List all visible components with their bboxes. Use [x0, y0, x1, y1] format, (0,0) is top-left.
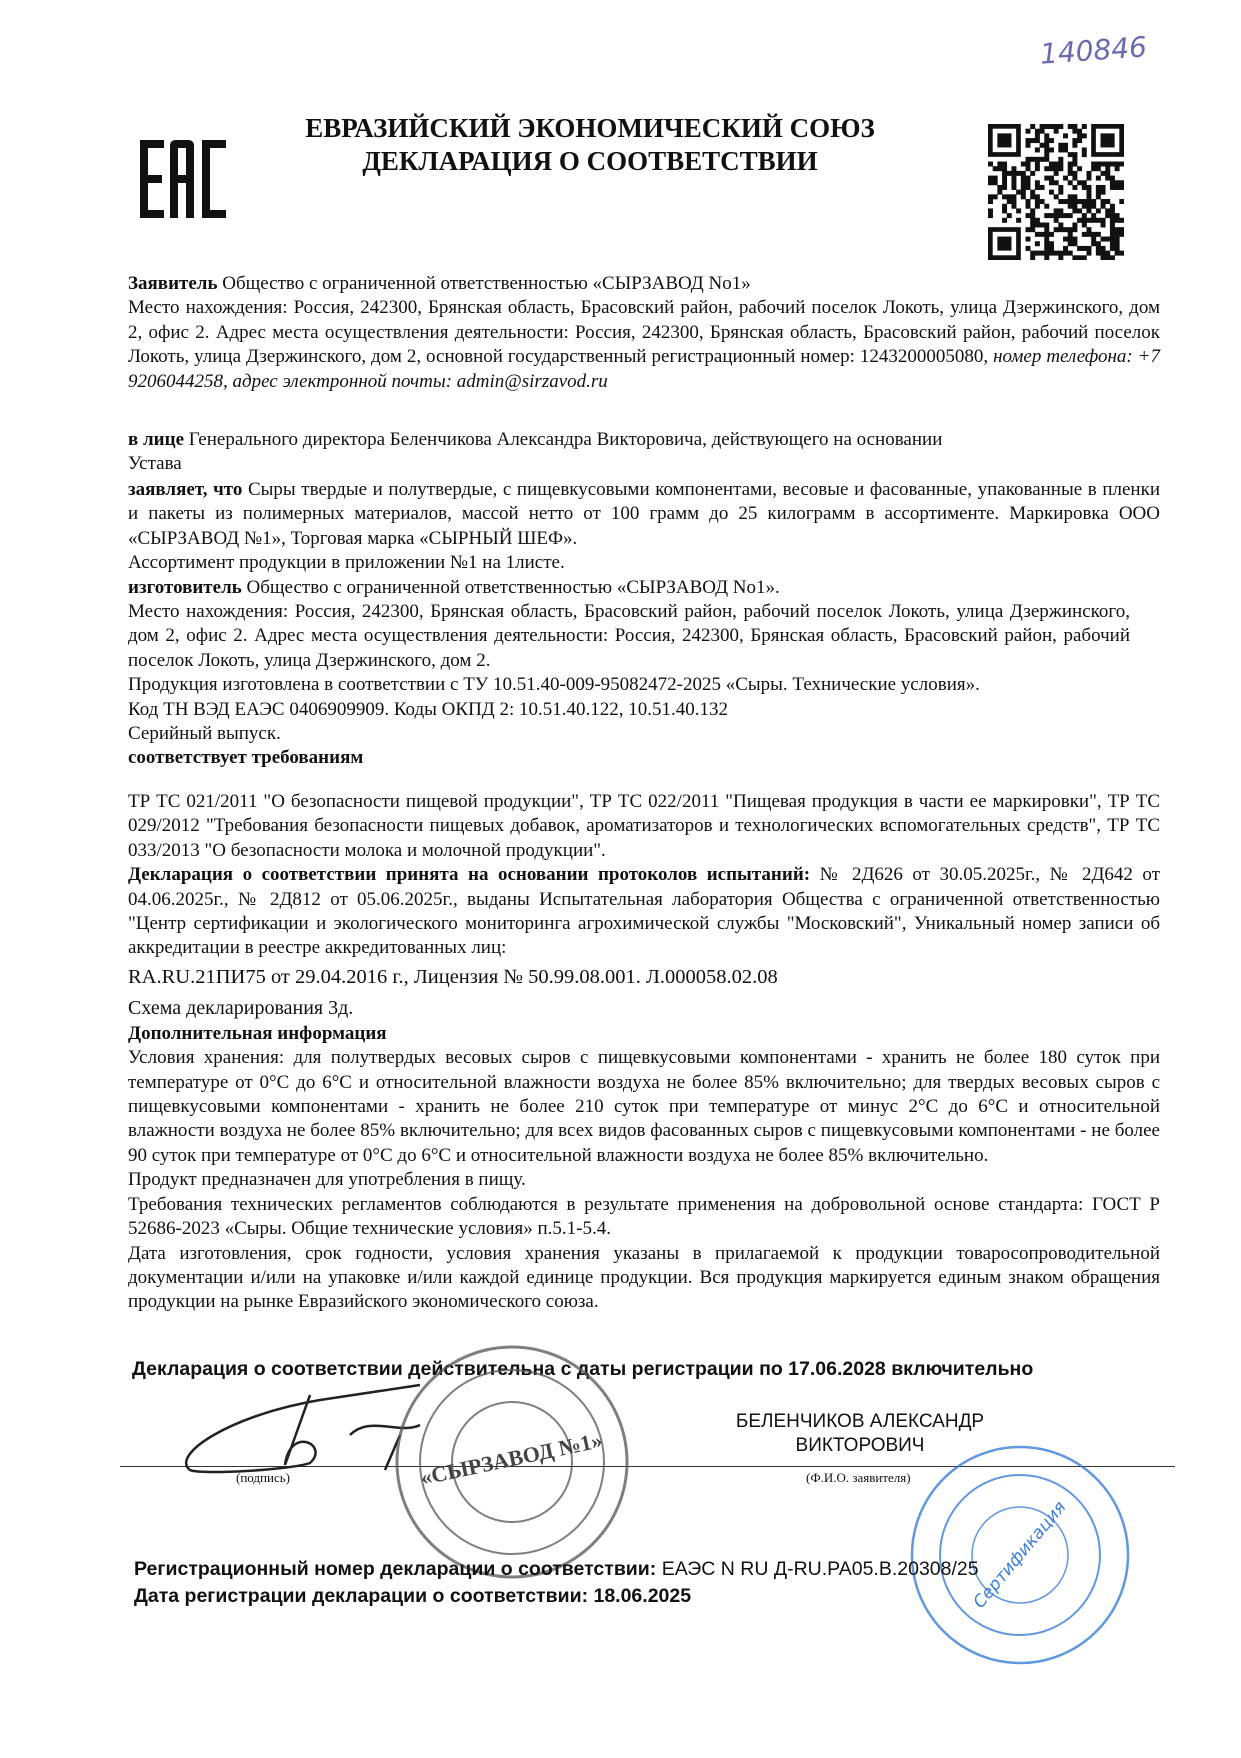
title-line-2: ДЕКЛАРАЦИЯ О СООТВЕТСТВИИ: [362, 146, 818, 176]
handwritten-number: 140846: [1038, 30, 1148, 71]
applicant-section: [128, 272, 1160, 394]
company-stamp: [390, 1340, 635, 1585]
registration-date-label: Дата регистрации декларации о соответствии:: [134, 1585, 589, 1607]
labeling-text: Дата изготовления, срок годности, условия хранения указаны в прилагаемой к продукции товаросопроводительной документации и/или на упаковке и/или каждой единице продукции. Вся продукция маркируется единым знаком обращения продукции на рынке Евразийского экономического союза.: [128, 1242, 1160, 1313]
assortment-note: Ассортимент продукции в приложении №1 на 1листе.: [128, 552, 565, 574]
qr-code[interactable]: [988, 124, 1124, 260]
manufacturer-address: Место нахождения: Россия, 242300, Брянская область, Брасовский район, рабочий поселок Локоть, улица Дзержинского, дом 2, офис 2. Адрес места осуществления деятельности: Россия, 242300, Брянская область, Брасовский район, рабочий поселок Локоть, улица Дзержинского, дом 2.: [128, 601, 1130, 671]
manufacturer-name: Общество с ограниченной ответственностью «СЫРЗАВОД No1».: [241, 576, 780, 598]
certification-stamp: [905, 1440, 1135, 1670]
accreditation-number: RA.RU.21ПИ75 от 29.04.2016 г., Лицензия № 50.99.08.001. Л.000058.02.08: [128, 965, 778, 988]
name-caption: (Ф.И.О. заявителя): [806, 1470, 911, 1485]
basis-text: № 2Д626 от 30.05.2025г., № 2Д642 от 04.06.2025г., № 2Д812 от 05.06.2025г., выданы Испытательная лаборатория Общества с ограниченной ответственностью "Центр сертификации и экологического мониторинга агрохимической службы "Московский", Уникальный номер записи об аккредитации в реестре аккредитованных лиц:: [128, 864, 1160, 959]
representative-label: в лице: [128, 429, 184, 450]
page-title: [250, 112, 930, 178]
signature-caption: (подпись): [236, 1470, 290, 1485]
product-purpose: Продукт предназначен для употребления в пищу.: [128, 1169, 526, 1191]
title-line-1: ЕВРАЗИЙСКИЙ ЭКОНОМИЧЕСКИЙ СОЮЗ: [305, 113, 875, 143]
standards-text: Требования технических регламентов соблюдаются в результате применения на добровольной основе стандарта: ГОСТ Р 52686-2023 «Сыры. Общие технические условия» п.5.1-5.4.: [128, 1193, 1160, 1240]
declaration-scheme: Схема декларирования 3д.: [128, 996, 354, 1019]
product-description: Сыры твердые и полутвердые, с пищевкусовыми компонентами, весовые и фасованные, упакованные в пленки и пакеты из полимерных материалов, массой нетто от 100 грамм до 25 килограмм в ассортименте. Маркировка ООО «СЫРЗАВОД №1», Торговая марка «СЫРНЫЙ ШЕФ».: [128, 479, 1161, 549]
serial-production: Серийный выпуск.: [128, 723, 281, 745]
additional-info-label: Дополнительная информация: [128, 1022, 387, 1044]
basis-label: Декларация о соответствии принята на основании протоколов испытаний:: [128, 864, 811, 886]
declares-section: [128, 478, 1160, 771]
representative-section: [128, 428, 1160, 477]
storage-conditions: Условия хранения: для полутвердых весовых сыров с пищевкусовыми компонентами - хранить не более 180 суток при температуре от 0°С до 6°С и относительной влажности воздуха не более 85% включительно; для твердых весовых сыров с пищевкусовыми компонентами - хранить не более 210 суток при температуре от минус 2°С до 6°С и относительной влажности воздуха не более 85% включительно; для всех видов фасованных сыров с пищевкусовыми компонентами - не более 90 суток при температуре от 0°С до 6°С и относительной влажности воздуха не более 85% включительно.: [128, 1047, 1160, 1166]
declares-label: заявляет, что: [128, 479, 243, 500]
validity-statement: Декларация о соответствии действительна с даты регистрации по 17.06.2028 включительно: [132, 1358, 1034, 1380]
applicant-contacts: номер телефона: +7 9206044258, адрес электронной почты: admin@sirzavod.ru: [128, 346, 1160, 392]
manufacturer-label: изготовитель: [128, 576, 242, 598]
product-codes: Код ТН ВЭД ЕАЭС 0406909909. Коды ОКПД 2: 10.51.40.122, 10.51.40.132: [128, 698, 729, 720]
representative-text: Генерального директора Беленчикова Александра Викторовича, действующего на основании Устава: [128, 429, 943, 475]
applicant-address: Место нахождения: Россия, 242300, Брянская область, Брасовский район, рабочий поселок Локоть, улица Дзержинского, дом 2, офис 2. Адрес места осуществления деятельности: Россия, 242300, Брянская область, Брасовский район, рабочий поселок Локоть, улица Дзержинского, дом 2, основной государственный регистрационный номер: 1243200005080,: [128, 297, 1160, 368]
technical-conditions: Продукция изготовлена в соответствии с ТУ 10.51.40-009-95082472-2025 «Сыры. Технические условия».: [128, 674, 980, 696]
requirements-text: ТР ТС 021/2011 "О безопасности пищевой продукции", ТР ТС 022/2011 "Пищевая продукция в части ее маркировки", ТР ТС 029/2012 "Требования безопасности пищевых добавок, ароматизаторов и технологических вспомогательных средств", ТР ТС 033/2013 "О безопасности молока и молочной продукции".: [128, 791, 1160, 861]
eac-logo: [140, 140, 230, 220]
company-stamp-text: «СЫРЗАВОД №1»: [418, 1427, 605, 1491]
certification-stamp-text: Сертификация: [969, 1497, 1071, 1613]
requirements-section: [128, 790, 1160, 1315]
registration-date: 18.06.2025: [588, 1585, 692, 1607]
applicant-label: Заявитель: [128, 273, 218, 294]
applicant-name: Общество с ограниченной ответственностью «СЫРЗАВОД No1»: [217, 273, 751, 294]
registration-number: ЕАЭС N RU Д-RU.PA05.B.20308/25: [656, 1558, 979, 1580]
requirements-label: соответствует требованиям: [128, 747, 364, 769]
registration-number-label: Регистрационный номер декларации о соответствии:: [134, 1558, 657, 1580]
registration-block: [134, 1556, 979, 1610]
applicant-name-line-2: ВИКТОРОВИЧ: [795, 1435, 925, 1456]
applicant-name-line-1: БЕЛЕНЧИКОВ АЛЕКСАНДР: [735, 1411, 985, 1432]
